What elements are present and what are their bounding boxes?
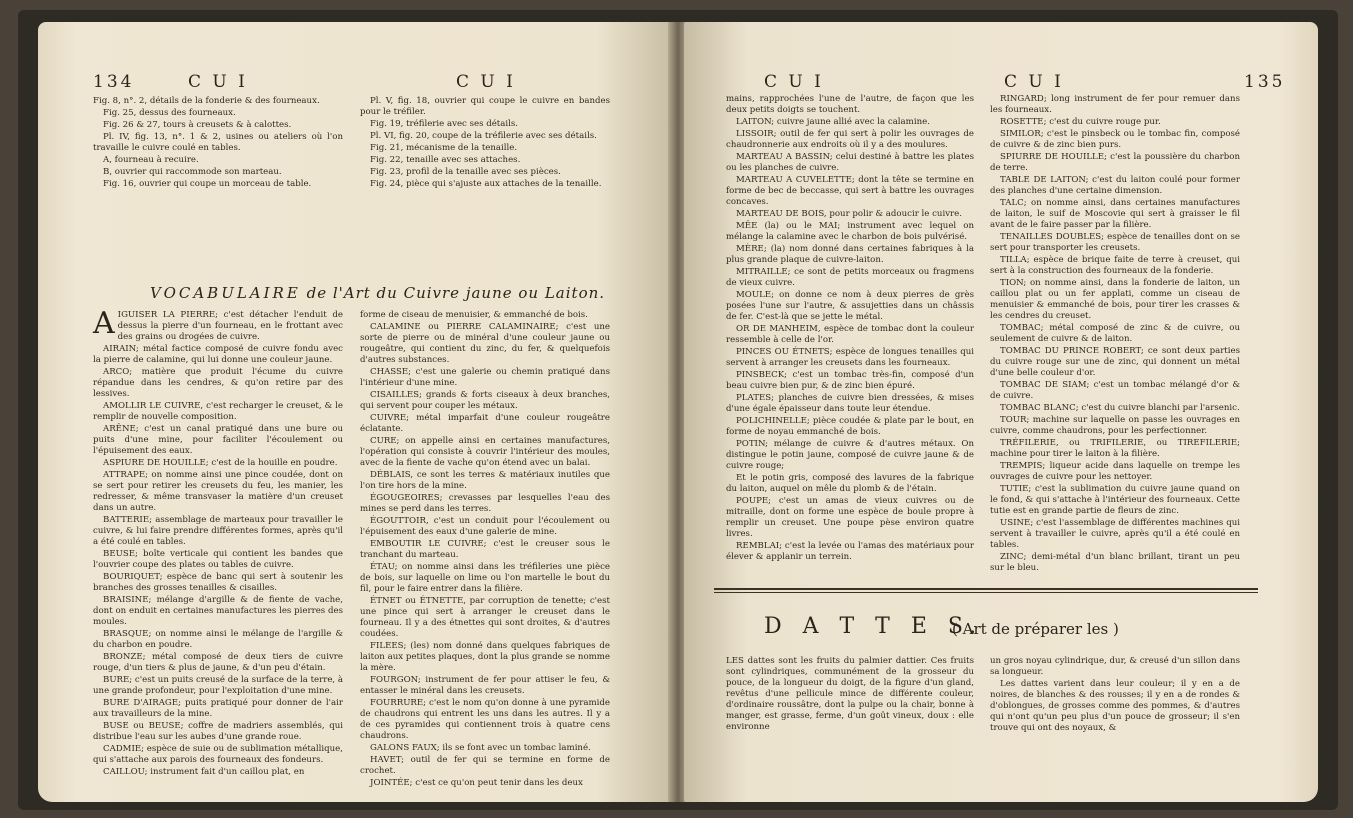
- section-rule: [714, 588, 1258, 590]
- right-col-a: mains, rapprochées l'une de l'autre, de façon que les deux petits doigts se touchent. LAITON; cuivre jaune allié avec la calamine. LISSOIR; outil de fer qui sert à polir les ouvrages de chaudronnerie aux endroits où il y a des moulures. MARTEAU A BASSIN; celui destiné à battre les plates ou les planches de cuivre. MARTEAU A CUVELETTE; dont la tête se termine en forme de bec de beccasse, qui sert à battre les ouvrages concaves. MARTEAU DE BOIS, pour polir & adoucir le cuivre. MÊE (la) ou le MAI; instrument avec lequel on mélange la calamine avec le charbon de bois pulvérisé. MÈRE; (la) nom donné dans certaines fabriques à la plus grande plaque de cuivre-laiton. MITRAILLE; ce sont de petits morceaux ou fragmens de vieux cuivre. MOULE; on donne ce nom à deux pierres de grès posées l'une sur l'autre, & assujetties dans un châssis de fer. C'est-là que se jette le métal. OR DE MANHEIM, espèce de tombac dont la couleur ressemble à celle de l'or. PINCES OU ÉTNETS; espèce de longues tenailles qui servent à arranger les creusets dans les fourneaux. PINSBECK; c'est un tombac très-fin, composé d'un beau cuivre bien pur, & de zinc bien épuré. PLATES; planches de cuivre bien dressées, & mises d'une égale épaisseur dans toute leur étendue. POLICHINELLE; pièce coudée & plate par le bout, en forme de noyau emmanché de bois. POTIN; mélange de cuivre & d'autres métaux. On distingue le potin jaune, composé de cuivre jaune & de cuivre rouge; Et le potin gris, composé des lavures de la fabrique du laiton, auquel on mêle du plomb & de l'étain. POUPE; c'est un amas de vieux cuivres ou de mitraille, dont on forme une espèce de boule propre à remplir un creuset. Une poupe pèse environ quatre livres. REMBLAI; c'est la levée ou l'amas des matériaux pour élever & applanir un terrein.: [726, 94, 974, 562]
- right-page: [684, 22, 1318, 802]
- left-page: [38, 22, 672, 802]
- left-col-b: forme de ciseau de menuisier, & emmanché de bois. CALAMINE ou PIERRE CALAMINAIRE; c'est une sorte de pierre ou de minéral d'une couleur jaune ou rougeâtre, qui contient du zinc, du fer, & quelquefois d'autres substances. CHASSE; c'est une galerie ou chemin pratiqué dans l'intérieur d'une mine. CISAILLES; grands & forts ciseaux à deux branches, qui servent pour couper les métaux. CUIVRE; métal imparfait d'une couleur rougeâtre éclatante. CURE; on appelle ainsi en certaines manufactures, l'opération qui consiste à couvrir l'intérieur des moules, avec de la fiente de vache qu'on étend avec un balai. DÉBLAIS, ce sont les terres & matériaux inutiles que l'on tire hors de la mine. ÉGOUGEOIRES; crevasses par lesquelles l'eau des mines se perd dans les terres. ÉGOUTTOIR, c'est un conduit pour l'écoulement ou l'épuisement des eaux d'une galerie de mine. EMBOUTIR LE CUIVRE; c'est le creuser sous le tranchant du marteau. ÉTAU; on nomme ainsi dans les tréfileries une pièce de bois, sur laquelle on lime ou l'on martelle le bout du fil, pour le faire entrer dans la filière. ÉTNET ou ÉTNETTE, par corruption de tenette; c'est une pince qui sert à arranger le creuset dans le fourneau. Il y a des étnettes qui sont droites, & d'autres coudées. FILEES; (les) nom donné dans quelques fabriques de laiton aux petites plaques, dont la plus grande se nomme la mère. FOURGON; instrument de fer pour attiser le feu, & entasser le minéral dans les creusets. FOURRURE; c'est le nom qu'on donne à une pyramide de chaudrons qui entrent les uns dans les autres. Il y a de ces pyramides qui contiennent trois à quatre cens chaudrons. GALONS FAUX; ils se font avec un tombac laminé. HAVET; outil de fer qui se termine en forme de crochet. JOINTÉE; c'est ce qu'on peut tenir dans les deux: [360, 310, 610, 788]
- left-col-b-top: Pl. V, fig. 18, ouvrier qui coupe le cuivre en bandes pour le tréfiler. Fig. 19, tréfilerie avec ses détails. Pl. VI, fig. 20, coupe de la tréfilerie avec ses détails. Fig. 21, mécanisme de la tenaille. Fig. 22, tenaille avec ses attaches. Fig. 23, profil de la tenaille avec ses pièces. Fig. 24, pièce qui s'ajuste aux attaches de la tenaille.: [360, 96, 610, 189]
- drop-cap: A: [93, 306, 115, 341]
- book-spread: [18, 10, 1338, 810]
- running-head-left-b: C U I: [456, 72, 516, 92]
- running-head-right-a: C U I: [764, 72, 824, 92]
- left-col-a: AIGUISER LA PIERRE; c'est détacher l'enduit de dessus la pierre d'un fourneau, en le frottant avec des grains ou drogées de cuivre. AIRAIN; métal factice composé de cuivre fondu avec la pierre de calamine, qui lui donne une couleur jaune. ARCO; matière que produit l'écume du cuivre répandue dans les cendres, & qu'on retire par des lessives. AMOLLIR LE CUIVRE, c'est recharger le creuset, & le remplir de nouvelle composition. ARÊNE; c'est un canal pratiqué dans une bure ou puits d'une mine, pour faciliter l'écoulement ou l'épuisement des eaux. ASPIURE DE HOUILLE; c'est de la houille en poudre. ATTRAPE; on nomme ainsi une pince coudée, dont on se sert pour retirer les creusets du feu, les manier, les redresser, & même transvaser la matière d'un creuset dans un autre. BATTERIE; assemblage de marteaux pour travailler le cuivre, & lui faire prendre différentes formes, après qu'il a été coulé en tables. BEUSE; boîte verticale qui contient les bandes que l'ouvrier coupe des plates ou tables de cuivre. BOURIQUET; espèce de banc qui sert à soutenir les branches des grosses tenailles & cisailles. BRAISINE; mélange d'argille & de fiente de vache, dont on enduit en certaines manufactures les pierres des moules. BRASQUE; on nomme ainsi le mélange de l'argille & du charbon en poudre. BRONZE; métal composé de deux tiers de cuivre rouge, d'un tiers & plus de jaune, & d'un peu d'étain. BURE; c'est un puits creusé de la surface de la terre, à une grande profondeur, pour l'exploitation d'une mine. BURE D'AIRAGE; puits pratiqué pour donner de l'air aux travailleurs de la mine. BUSE ou BEUSE; coffre de madriers assemblés, qui distribue l'eau sur les aubes d'une grande roue. CADMIE; espèce de suie ou de sublimation métallique, qui s'attache aux parois des fourneaux des fondeurs. CAILLOU; instrument fait d'un caillou plat, en: [93, 306, 343, 777]
- dattes-col-b: un gros noyau cylindrique, dur, & creusé d'un sillon dans sa longueur. Les dattes varient dans leur couleur; il y en a de noires, de blanches & des rousses; il y en a de rondes & d'oblongues, de grosses comme des pommes, & d'autres qui n'ont qu'un peu plus d'un pouce de grosseur; il s'en trouve qui ont des noyaux, &: [990, 656, 1240, 733]
- page-number-right: 135: [1244, 72, 1286, 92]
- page-number-left: 134: [93, 72, 135, 92]
- section-rule-thin: [714, 592, 1258, 593]
- right-col-b: RINGARD; long instrument de fer pour remuer dans les fourneaux. ROSETTE; c'est du cuivre rouge pur. SIMILOR; c'est le pinsbeck ou le tombac fin, composé de cuivre & de zinc bien purs. SPIURRE DE HOUILLE; c'est la poussière du charbon de terre. TABLE DE LAITON; c'est du laiton coulé pour former des planches d'une certaine dimension. TALC; on nomme ainsi, dans certaines manufactures de laiton, le suif de Moscovie qui sert à graisser le fil avant de le faire passer par la filière. TENAILLES DOUBLES; espèce de tenailles dont on se sert pour transporter les creusets. TILLA; espèce de brique faite de terre à creuset, qui sert à la construction des fourneaux de la fonderie. TION; on nomme ainsi, dans la fonderie de laiton, un caillou plat ou un fer applati, comme un ciseau de menuisier & emmanché de bois, pour tirer les crasses & les cendres du creuset. TOMBAC; métal composé de zinc & de cuivre, ou seulement de cuivre & de laiton. TOMBAC DU PRINCE ROBERT; ce sont deux parties du cuivre rouge sur une de zinc, qui donnent un métal d'une belle couleur d'or. TOMBAC DE SIAM; c'est un tombac mélangé d'or & de cuivre. TOMBAC BLANC; c'est du cuivre blanchi par l'arsenic. TOUR; machine sur laquelle on passe les ouvrages en cuivre, comme chaudrons, pour les perfectionner. TRÉFILERIE, ou TRIFILERIE, ou TIREFILERIE; machine pour tirer le laiton à la filière. TREMPIS; liqueur acide dans laquelle on trempe les ouvrages de cuivre pour les nettoyer. TUTIE; c'est la sublimation du cuivre jaune quand on le fond, & qui s'attache à l'intérieur des fourneaux. Cette tutie est en grande partie de fleurs de zinc. USINE; c'est l'assemblage de différentes machines qui servent à travailler le cuivre, après qu'il a été coulé en tables. ZINC; demi-métal d'un blanc brillant, tirant un peu sur le bleu.: [990, 94, 1240, 573]
- vocabulary-title: VOCABULAIRE de l'Art du Cuivre jaune ou Laiton.: [150, 284, 606, 302]
- left-col-a-top: Fig. 8, n°. 2, détails de la fonderie & des fourneaux. Fig. 25, dessus des fourneaux. Fig. 26 & 27, tours à creusets & à calottes. Pl. IV, fig. 13, n°. 1 & 2, usines ou ateliers où l'on travaille le cuivre coulé en tables. A, fourneau à recuire. B, ouvrier qui raccommode son marteau. Fig. 16, ouvrier qui coupe un morceau de table.: [93, 96, 343, 189]
- running-head-left-a: C U I: [188, 72, 248, 92]
- dattes-col-a: LES dattes sont les fruits du palmier dattier. Ces fruits sont cylindriques, communément de la grosseur du pouce, de la longueur du doigt, de la figure d'un gland, revêtus d'une pellicule mince de différente couleur, d'ordinaire roussâtre, dont la pulpe ou la chair, bonne à manger, est grasse, ferme, d'un goût vineux, doux : elle environne: [726, 656, 974, 732]
- section-subtitle: ( Art de préparer les ): [952, 620, 1119, 638]
- section-title: D A T T E S.: [764, 614, 984, 639]
- running-head-right-b: C U I: [1004, 72, 1064, 92]
